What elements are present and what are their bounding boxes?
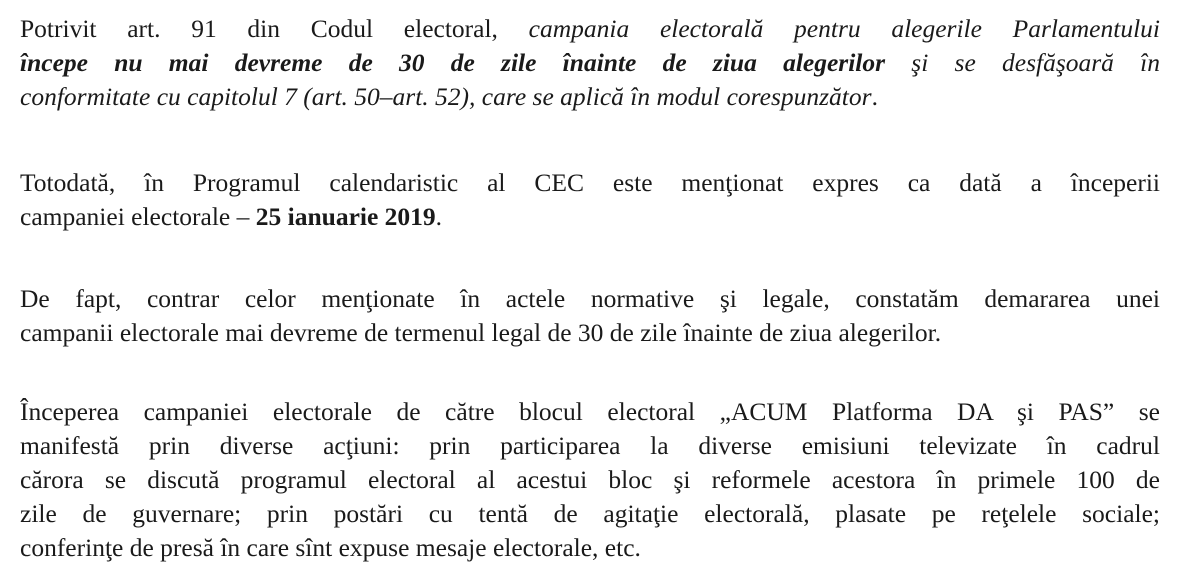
text-run: Potrivit art. 91 din Codul electoral,	[20, 14, 529, 43]
text-line	[20, 429, 1160, 463]
text-line	[20, 497, 1160, 531]
text-run: Începerea campaniei electorale de către blocul electoral „ACUM Platforma DA şi PAS” se	[20, 397, 1160, 426]
text-line	[20, 12, 1160, 46]
paragraph-cec-calendar	[20, 166, 1160, 234]
text-line	[20, 282, 1160, 316]
text-run: Totodată, în Programul calendaristic al CEC este menţionat expres ca dată a începerii	[20, 168, 1160, 197]
text-run: .	[871, 82, 878, 111]
italic-text-run: conformitate cu capitolul 7 (art. 50–art. 52), care se aplică în modul corespunzător	[20, 82, 872, 111]
text-run: cărora se discută programul electoral al acestui bloc şi reformele acestora în primele 100 de	[20, 465, 1160, 494]
italic-text-run: campania electorală pentru alegerile Parlamentului	[528, 14, 1160, 43]
text-line	[20, 316, 1160, 350]
text-line	[20, 463, 1160, 497]
text-run: campaniei electorale –	[20, 202, 256, 231]
text-line	[20, 200, 1160, 234]
bold-date-text: 25 ianuarie 2019	[255, 202, 436, 231]
text-run: manifestă prin diverse acţiuni: prin participarea la diverse emisiuni televizate în cadrul	[20, 431, 1160, 460]
text-line	[20, 166, 1160, 200]
text-run: De fapt, contrar celor menţionate în actele normative şi legale, constatăm demararea unei	[20, 284, 1160, 313]
text-line	[20, 46, 1160, 80]
text-line	[20, 531, 1160, 565]
text-run: .	[435, 202, 443, 231]
bold-italic-text-run: începe nu mai devreme de 30 de zile înainte de ziua alegerilor	[20, 48, 886, 77]
paragraph-early-campaign	[20, 282, 1160, 350]
text-run: zile de guvernare; prin postări cu tentă de agitaţie electorală, plasate pe reţelele sociale;	[20, 499, 1160, 528]
text-run: campanii electorale mai devreme de termenul legal de 30 de zile înainte de ziua alegerilor.	[20, 318, 942, 347]
text-line	[20, 395, 1160, 429]
text-line	[20, 80, 1160, 114]
text-run: conferinţe de presă în care sînt expuse mesaje electorale, etc.	[20, 533, 641, 562]
paragraph-campaign-law	[20, 12, 1160, 114]
italic-text-run: şi se desfăşoară în	[885, 48, 1160, 77]
paragraph-campaign-actions	[20, 395, 1160, 565]
